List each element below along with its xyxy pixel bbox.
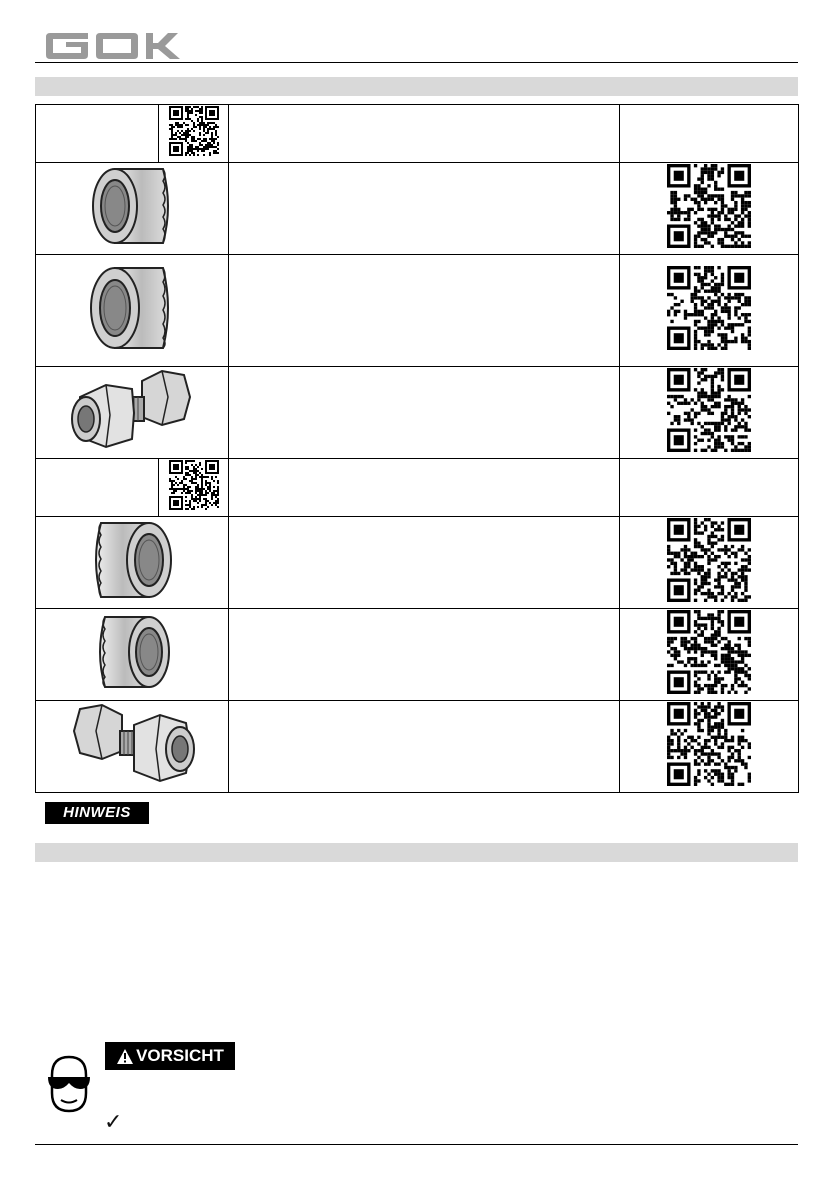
product-qr-cell: [620, 255, 799, 367]
screw-fitting-icon: [62, 701, 202, 787]
table-row: [36, 609, 799, 701]
header-cell: [620, 459, 799, 517]
qr-code-icon[interactable]: [169, 460, 219, 510]
parts-table: [35, 104, 799, 793]
product-description: [229, 609, 620, 701]
table-row: [36, 255, 799, 367]
header-cell: [36, 105, 159, 163]
product-image-cell: [36, 163, 229, 255]
product-description: [229, 517, 620, 609]
union-nut-icon: [77, 260, 187, 356]
section-header-2: [35, 843, 798, 862]
product-qr-cell: [620, 517, 799, 609]
product-qr-cell: [620, 609, 799, 701]
product-qr-cell: [620, 163, 799, 255]
product-description: [229, 367, 620, 459]
product-image-cell: [36, 701, 229, 793]
qr-code-icon[interactable]: [169, 106, 219, 156]
product-image-cell: [36, 517, 229, 609]
product-image-cell: [36, 255, 229, 367]
gok-logo: [44, 33, 194, 59]
product-description: [229, 255, 620, 367]
qr-code-icon[interactable]: [667, 368, 751, 452]
qr-code-icon[interactable]: [667, 610, 751, 694]
safety-goggles-icon: [44, 1053, 94, 1115]
qr-code-icon[interactable]: [667, 266, 751, 350]
header-qr-cell: [159, 105, 229, 163]
header-cell: [620, 105, 799, 163]
product-image-cell: [36, 609, 229, 701]
table-header-row-1: [36, 105, 799, 163]
vorsicht-label: VORSICHT: [136, 1046, 224, 1065]
section-header-1: [35, 77, 798, 96]
table-row: [36, 701, 799, 793]
table-header-row-2: [36, 459, 799, 517]
table-row: [36, 163, 799, 255]
qr-code-icon[interactable]: [667, 702, 751, 786]
qr-code-icon[interactable]: [667, 518, 751, 602]
product-qr-cell: [620, 701, 799, 793]
vorsicht-badge: [105, 1042, 235, 1070]
header-cell: [229, 459, 620, 517]
union-nut-icon: [77, 163, 187, 249]
product-qr-cell: [620, 367, 799, 459]
screw-fitting-icon: [62, 367, 202, 453]
product-description: [229, 701, 620, 793]
union-nut-icon: [77, 517, 187, 603]
footer-rule: [35, 1144, 798, 1145]
qr-code-icon[interactable]: [667, 164, 751, 248]
header-qr-cell: [159, 459, 229, 517]
check-mark: ✓: [104, 1110, 123, 1135]
hinweis-badge: HINWEIS: [45, 802, 149, 824]
table-row: [36, 367, 799, 459]
header-cell: [36, 459, 159, 517]
product-description: [229, 163, 620, 255]
product-image-cell: [36, 367, 229, 459]
header-rule: [35, 62, 798, 63]
table-row: [36, 517, 799, 609]
warning-triangle-icon: [116, 1048, 134, 1065]
union-nut-icon: [77, 609, 187, 695]
header-cell: [229, 105, 620, 163]
